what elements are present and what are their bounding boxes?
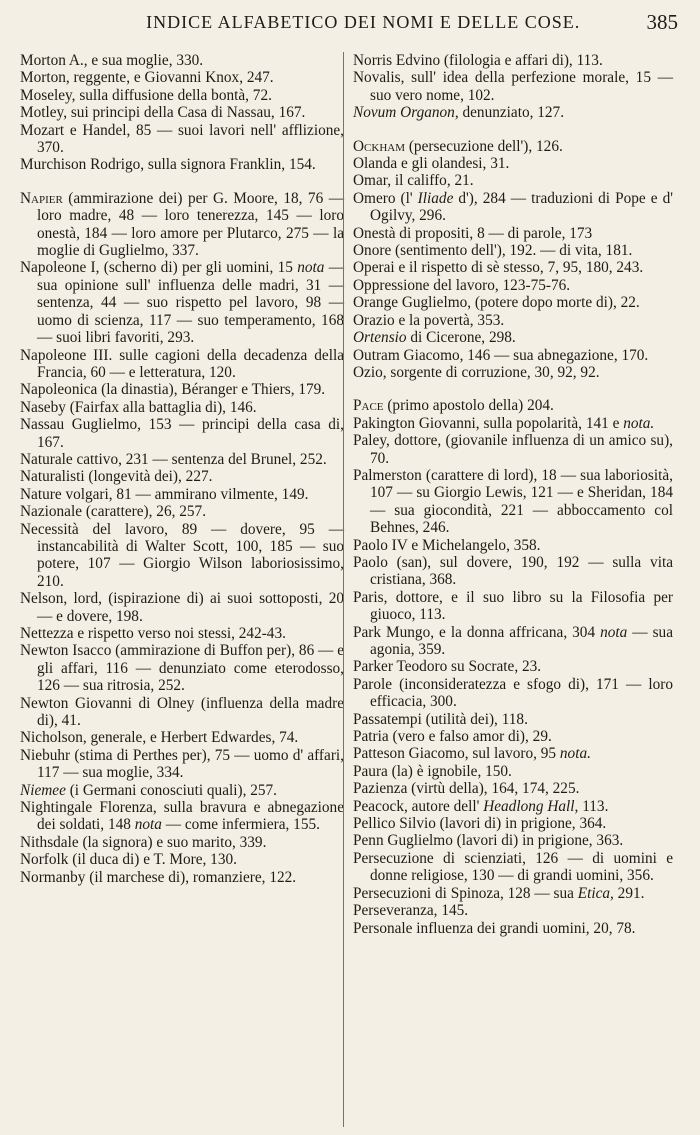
index-entry	[353, 294, 673, 311]
entry-text: (i Germani conosciuti quali), 257.	[65, 781, 278, 799]
index-entry	[20, 104, 344, 121]
entry-text: Napoleonica (la dinastia), Béranger e Thiers, 179.	[20, 381, 326, 399]
index-entry	[353, 69, 673, 104]
index-entry	[20, 69, 344, 86]
entry-text: (ammirazione dei) per G. Moore, 18, 76 — loro madre, 48 — loro tenerezza, 145 — loro onestà, 184 — loro amore per Plutarco, 275 — la moglie di Guglielmo, 337.	[37, 189, 344, 260]
index-entry	[353, 728, 673, 745]
entry-text: Motley, sui principi della Casa di Nassau, 167.	[20, 104, 306, 122]
entry-text: Headlong Hall,	[483, 797, 579, 815]
entry-text: Nazionale (carattere), 26, 257.	[20, 503, 207, 521]
index-entry	[353, 190, 673, 225]
entry-text: Napier	[20, 189, 63, 207]
entry-text: Nicholson, generale, e Herbert Edwardes, 74.	[20, 729, 299, 747]
entry-text: Morton A., e sua moglie, 330.	[20, 52, 204, 69]
index-entry	[353, 745, 673, 762]
entry-text: Murchison Rodrigo, sulla signora Franklin, 154.	[20, 156, 316, 174]
right-index-column	[353, 52, 673, 937]
index-entry	[20, 347, 344, 382]
column-divider	[343, 52, 344, 1127]
entry-text: Persecuzioni di Spinoza, 128 — sua	[353, 884, 578, 902]
index-entry	[353, 537, 673, 554]
index-entry	[20, 156, 344, 173]
index-entry	[20, 869, 344, 886]
index-entry	[20, 486, 344, 503]
running-title: INDICE ALFABETICO DEI NOMI E DELLE COSE.	[146, 11, 581, 32]
entry-text: Olanda e gli olandesi, 31.	[353, 155, 510, 173]
index-entry	[20, 590, 344, 625]
index-entry	[353, 104, 673, 121]
entry-text: (persecuzione dell'), 126.	[405, 137, 563, 155]
entry-text: 113.	[578, 797, 609, 815]
index-entry	[20, 834, 344, 851]
entry-text: Niemee	[20, 781, 66, 799]
entry-text: di Cicerone, 298.	[406, 329, 516, 347]
entry-text: Morton, reggente, e Giovanni Knox, 247.	[20, 69, 274, 87]
index-entry	[20, 695, 344, 730]
index-entry	[353, 711, 673, 728]
entry-text: Nightingale Florenza, sulla bravura e abnegazione dei soldati, 148	[20, 799, 344, 834]
index-entry	[20, 381, 344, 398]
index-entry	[353, 225, 673, 242]
index-entry	[353, 589, 673, 624]
entry-text: Ockham	[353, 137, 405, 155]
entry-text: Nelson, lord, (ispirazione di) ai suoi sottoposti, 20 — e dovere, 198.	[20, 590, 344, 625]
entry-text: Nature volgari, 81 — ammirano vilmente, 149.	[20, 485, 309, 503]
entry-text: Novalis, sull' idea della perfezione morale, 15 — suo vero nome, 102.	[353, 69, 673, 104]
index-entry	[20, 451, 344, 468]
index-entry	[353, 467, 673, 537]
entry-text: Outram Giacomo, 146 — sua abnegazione, 170.	[353, 346, 649, 364]
index-entry	[353, 277, 673, 294]
index-entry	[20, 87, 344, 104]
entry-text: Naturale cattivo, 231 — sentenza del Brunel, 252.	[20, 450, 327, 468]
entry-text: d'), 284 — traduzioni di Pope e d' Ogilvy, 296.	[370, 189, 673, 225]
index-entry	[20, 468, 344, 485]
entry-text: Park Mungo, e la donna affricana, 304	[353, 623, 601, 641]
index-entry	[20, 851, 344, 868]
entry-text: Parole (inconsideratezza e sfogo di), 171 — loro efficacia, 300.	[353, 675, 673, 711]
entry-text: nota	[297, 259, 325, 277]
entry-text: Novum Organon,	[353, 104, 459, 122]
index-entry	[20, 729, 344, 746]
entry-text: Newton Giovanni di Olney (influenza della madre di), 41.	[20, 694, 344, 730]
index-entry	[353, 52, 673, 69]
entry-text: Norris Edvino (filologia e affari di), 113.	[353, 52, 603, 69]
index-entry	[20, 190, 344, 260]
entry-text: Nettezza e rispetto verso noi stessi, 242-43.	[20, 625, 286, 642]
entry-text: Omar, il califfo, 21.	[353, 172, 474, 190]
index-entry	[353, 554, 673, 589]
entry-text: nota.	[623, 414, 655, 432]
entry-text: Operai e il rispetto di sè stesso, 7, 95, 180, 243.	[353, 259, 644, 277]
index-entry	[353, 242, 673, 259]
index-entry	[353, 676, 673, 711]
index-entry	[353, 432, 673, 467]
entry-text: Onestà di propositi, 8 — di parole, 173	[353, 224, 593, 242]
entry-text: Newton Isacco (ammirazione di Buffon per), 86 — e gli affari, 116 — denunziato come eterodosso, 126 — sua ritrosia, 252.	[20, 642, 344, 695]
entry-text: Perseveranza, 145.	[353, 902, 469, 920]
index-entry	[353, 172, 673, 189]
entry-text: Napoleone I, (scherno di) per gli uomini, 15	[20, 259, 298, 277]
entry-text: Ortensio	[353, 329, 407, 347]
index-entry	[353, 347, 673, 364]
index-entry	[353, 138, 673, 155]
index-entry	[20, 521, 344, 591]
index-entry	[353, 624, 673, 659]
index-entry	[20, 399, 344, 416]
index-entry	[20, 52, 344, 69]
index-entry	[353, 329, 673, 346]
entry-text: Nithsdale (la signora) e suo marito, 339.	[20, 833, 267, 851]
index-entry	[20, 799, 344, 834]
index-entry	[353, 798, 673, 815]
entry-text: Persecuzione di scienziati, 126 — di uomini e donne religiose, 130 — di grandi uomini, 356.	[353, 849, 673, 885]
index-entry	[20, 122, 344, 157]
index-entry	[353, 763, 673, 780]
index-entry	[353, 920, 673, 937]
entry-text: Orange Guglielmo, (potere dopo morte di), 22.	[353, 294, 640, 312]
entry-text: Paris, dottore, e il suo libro su la Filosofia per giuoco, 113.	[353, 588, 673, 624]
entry-text: Etica,	[577, 884, 614, 902]
entry-text: Moseley, sulla diffusione della bontà, 72.	[20, 86, 272, 104]
entry-text: Paolo (san), sul dovere, 190, 192 — sulla vita cristiana, 368.	[353, 553, 673, 589]
entry-text: Pakington Giovanni, sulla popolarità, 141 e	[353, 414, 624, 432]
index-entry	[353, 885, 673, 902]
page-number: 385	[646, 9, 678, 34]
page-header	[20, 6, 678, 38]
entry-text: Iliade	[417, 189, 454, 207]
entry-text: Necessità del lavoro, 89 — dovere, 95 — instancabilità di Walter Scott, 100, 185 — suo potere, 107 — Giorgio Wilson laboriosissimo, 210.	[20, 520, 344, 590]
entry-text: nota.	[559, 745, 591, 763]
index-entry	[20, 747, 344, 782]
index-entry	[20, 503, 344, 520]
entry-text: Omero (l'	[353, 189, 418, 207]
entry-text: Pace	[353, 397, 384, 415]
entry-text: Peacock, autore dell'	[353, 797, 484, 815]
entry-text: Oppressione del lavoro, 123-75-76.	[353, 276, 571, 294]
index-entry	[20, 782, 344, 799]
index-entry	[353, 155, 673, 172]
index-entry	[353, 397, 673, 414]
entry-text: 291.	[613, 884, 645, 902]
entry-text: Orazio e la povertà, 353.	[353, 311, 505, 329]
entry-text: Mozart e Handel, 85 — suoi lavori nell' afflizione, 370.	[20, 121, 344, 157]
entry-text: Parker Teodoro su Socrate, 23.	[353, 658, 542, 676]
entry-text: — come infermiera, 155.	[161, 816, 320, 834]
entry-text: Patria (vero e falso amor di), 29.	[353, 728, 552, 746]
index-entry	[353, 658, 673, 675]
index-entry	[20, 416, 344, 451]
entry-text: Naturalisti (longevità dei), 227.	[20, 468, 213, 486]
entry-text: Paley, dottore, (giovanile influenza di un amico su), 70.	[353, 432, 673, 467]
entry-text: (primo apostolo della) 204.	[383, 397, 554, 415]
entry-text: Personale influenza dei grandi uomini, 20, 78.	[353, 919, 636, 937]
index-entry	[353, 259, 673, 276]
index-entry	[353, 832, 673, 849]
entry-text: Pazienza (virtù della), 164, 174, 225.	[353, 780, 580, 798]
entry-text: Patteson Giacomo, sul lavoro, 95	[353, 745, 560, 763]
index-entry	[20, 625, 344, 642]
entry-text: Pellico Silvio (lavori di) in prigione, 364.	[353, 815, 607, 833]
index-entry	[20, 642, 344, 694]
left-index-column	[20, 52, 344, 886]
entry-text: Passatempi (utilità dei), 118.	[353, 710, 528, 728]
index-entry	[353, 364, 673, 381]
index-entry	[353, 415, 673, 432]
index-entry	[353, 850, 673, 885]
index-entry	[20, 259, 344, 346]
entry-text: Palmerston (carattere di lord), 18 — sua laboriosità, 107 — su Giorgio Lewis, 121 — e Sheridan, 184 — sua giocondità, 221 — abboccamento col Behnes, 246.	[353, 466, 673, 537]
entry-text: — sua opinione sull' influenza delle madri, 31 — sentenza, 44 — suo rispetto pel lavoro, 98 — uomo di scienza, 117 — suo temperamento, 168 — suoi libri favoriti, 293.	[37, 259, 344, 347]
entry-text: Napoleone III. sulle cagioni della decadenza della Francia, 60 — e letteratura, 120.	[20, 346, 344, 381]
entry-text: denunziato, 127.	[458, 104, 565, 122]
index-entry	[353, 312, 673, 329]
entry-text: nota	[600, 623, 628, 641]
entry-text: Nassau Guglielmo, 153 — principi della casa di, 167.	[20, 416, 344, 451]
entry-text: Onore (sentimento dell'), 192. — di vita, 181.	[353, 242, 633, 260]
entry-text: nota	[134, 816, 162, 834]
entry-text: Normanby (il marchese di), romanziere, 122.	[20, 868, 297, 886]
entry-text: — sua agonia, 359.	[370, 623, 673, 658]
entry-text: Ozio, sorgente di corruzione, 30, 92, 92.	[353, 363, 600, 381]
entry-text: Paura (la) è ignobile, 150.	[353, 762, 512, 780]
index-entry	[353, 815, 673, 832]
entry-text: Paolo IV e Michelangelo, 358.	[353, 536, 541, 554]
entry-text: Penn Guglielmo (lavori di) in prigione, 363.	[353, 832, 624, 850]
entry-text: Norfolk (il duca di) e T. More, 130.	[20, 851, 237, 869]
index-entry	[353, 780, 673, 797]
entry-text: Niebuhr (stima di Perthes per), 75 — uomo d' affari, 117 — sua moglie, 334.	[20, 746, 344, 782]
entry-text: Naseby (Fairfax alla battaglia di), 146.	[20, 398, 257, 416]
index-entry	[353, 902, 673, 919]
